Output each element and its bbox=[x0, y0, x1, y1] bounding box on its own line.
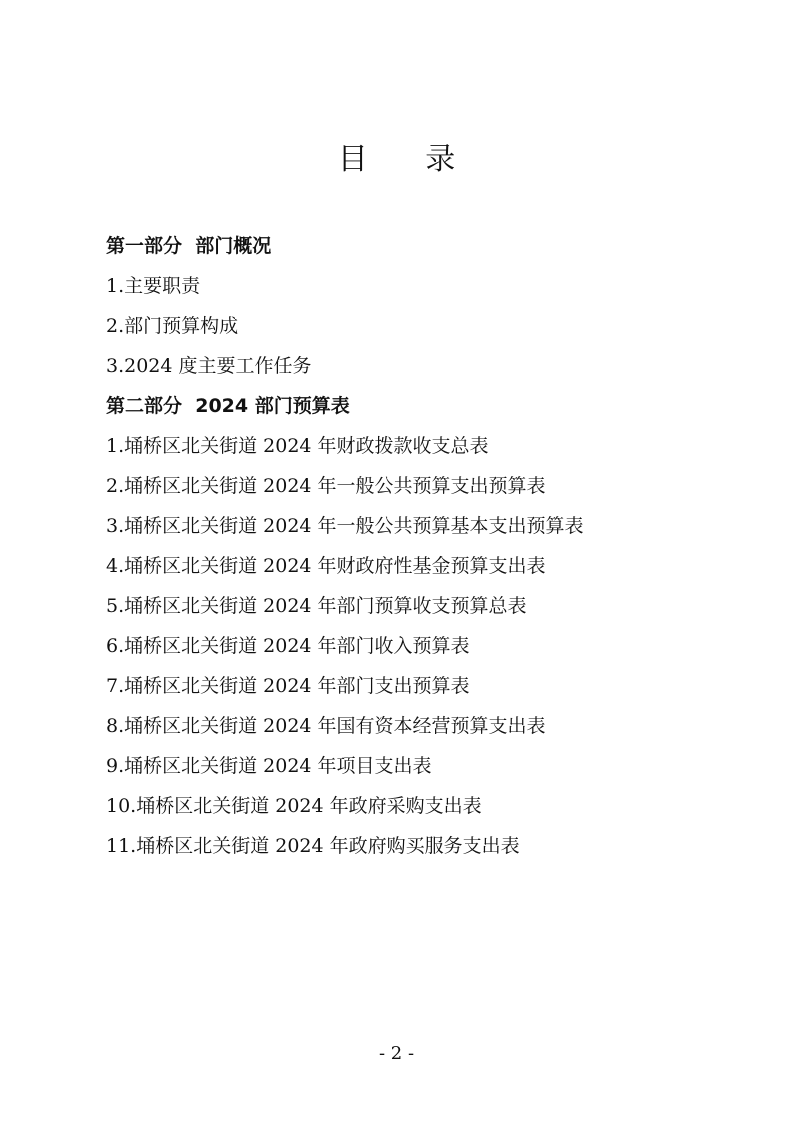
toc-item: 9.埇桥区北关街道 2024 年项目支出表 bbox=[106, 755, 432, 777]
toc-item: 3.2024 度主要工作任务 bbox=[106, 355, 312, 377]
toc-item: 3.埇桥区北关街道 2024 年一般公共预算基本支出预算表 bbox=[106, 515, 584, 537]
section-heading-part-2: 第二部分 2024 部门预算表 bbox=[106, 395, 350, 417]
toc-item: 5.埇桥区北关街道 2024 年部门预算收支预算总表 bbox=[106, 595, 527, 617]
toc-item: 2.埇桥区北关街道 2024 年一般公共预算支出预算表 bbox=[106, 475, 546, 497]
page-title: 目 录 bbox=[337, 142, 480, 177]
toc-item: 2.部门预算构成 bbox=[106, 315, 239, 337]
toc-item: 10.埇桥区北关街道 2024 年政府采购支出表 bbox=[106, 795, 482, 817]
page-number: - 2 - bbox=[378, 1043, 415, 1064]
toc-item: 1.主要职责 bbox=[106, 275, 201, 297]
toc-item: 8.埇桥区北关街道 2024 年国有资本经营预算支出表 bbox=[106, 715, 546, 737]
toc-item: 1.埇桥区北关街道 2024 年财政拨款收支总表 bbox=[106, 435, 489, 457]
toc-item: 4.埇桥区北关街道 2024 年财政府性基金预算支出表 bbox=[106, 555, 546, 577]
toc-item: 6.埇桥区北关街道 2024 年部门收入预算表 bbox=[106, 635, 470, 657]
table-of-contents bbox=[106, 226, 746, 866]
toc-item: 11.埇桥区北关街道 2024 年政府购买服务支出表 bbox=[106, 835, 520, 857]
toc-item: 7.埇桥区北关街道 2024 年部门支出预算表 bbox=[106, 675, 470, 697]
section-heading-part-1: 第一部分 部门概况 bbox=[106, 235, 272, 257]
